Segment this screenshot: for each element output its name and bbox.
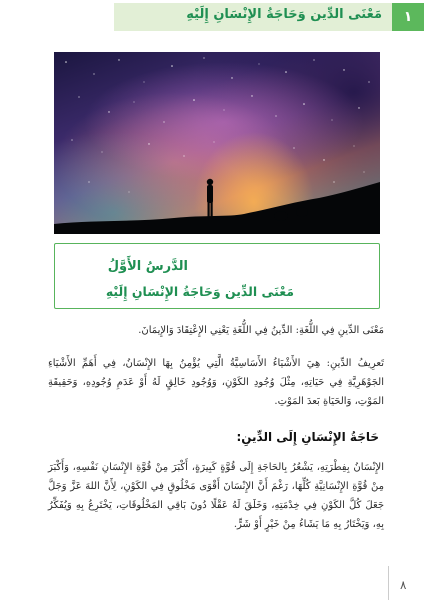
footer-divider — [388, 566, 389, 600]
lesson-box — [54, 243, 380, 309]
chapter-number-badge: ١ — [392, 3, 424, 31]
paragraph-human-need: الإِنْسَانُ بِفِطْرَتِهِ، يَشْعُرُ بِالحَاجَةِ إِلَى قُوَّةٍ كَبِيرَةٍ، أَكْبَرَ مِنْ قُوَّةِ الإِنْسَانِ نَفْسِهِ، وَأَكْبَرَ مِنْ قُوَّةِ الإِنْسَانِيَّةِ كُلِّهَا، رَغْمَ أَنَّ الإِنْسَانَ أَقْوَى مَخْلُوقٍ فِي الكَوْنِ، لِأَنَّ اللهَ عَزَّ وَجَلَّ جَعَلَ كُلَّ الكَوْنِ فِي خِدْمَتِهِ، وَخَلَقَ لَهُ عَقْلًا دُونَ بَاقِي المَخْلُوقَاتِ، يَخْتَرِعُ بِهِ وَيُفَكِّرُ بِهِ، وَيَخْتَارُ بِهِ مَا يَشَاءُ مِنْ خَيْرٍ أَوْ شَرٍّ. — [48, 462, 384, 530]
paragraph-linguistic-meaning: مَعْنَى الدِّينِ فِي اللُّغَةِ: الدِّينُ فِي اللُّغَةِ يَعْنِي الإِعْتِقَادَ وَالإِيمَانَ. — [138, 325, 384, 336]
person-silhouette — [207, 179, 213, 218]
section-heading: حَاجَةُ الإِنْسَانِ إِلَى الدِّينِ: — [236, 430, 379, 444]
lesson-label: الدَّرسُ الأَوَّلُ — [107, 259, 188, 274]
night-sky-silhouette — [54, 52, 380, 234]
chapter-title: مَعْنَى الدِّين وَحَاجَةُ الإِنْسَانِ إِلَيْهِ — [186, 7, 382, 22]
page-number: ٨ — [400, 578, 407, 592]
paragraph-definition: تَعرِيفُ الدِّينِ: هِيَ الأَشْيَاءُ الأَسَاسِيَّةُ الَّتِي يُؤْمِنُ بِهَا الإِنْسَانُ، فِي أَهَمِّ الأَشْيَاءِ الجَوْهَرِيَّةِ فِي حَيَاتِهِ، مِثْلَ وُجُودِ الكَوْنِ، وَوُجُودِ خَالِقٍ لَهُ أَوْ عَدَمِ وُجُودِهِ، وَحَقِيقَةِ المَوْتِ، وَالحَيَاةِ بَعدَ المَوْتِ. — [48, 358, 384, 407]
header-bar — [114, 3, 392, 31]
lesson-title: مَعْنَى الدِّين وَحَاجَةُ الإِنْسَانِ إِلَيْهِ — [105, 284, 294, 299]
milky-way-photo — [54, 52, 380, 234]
